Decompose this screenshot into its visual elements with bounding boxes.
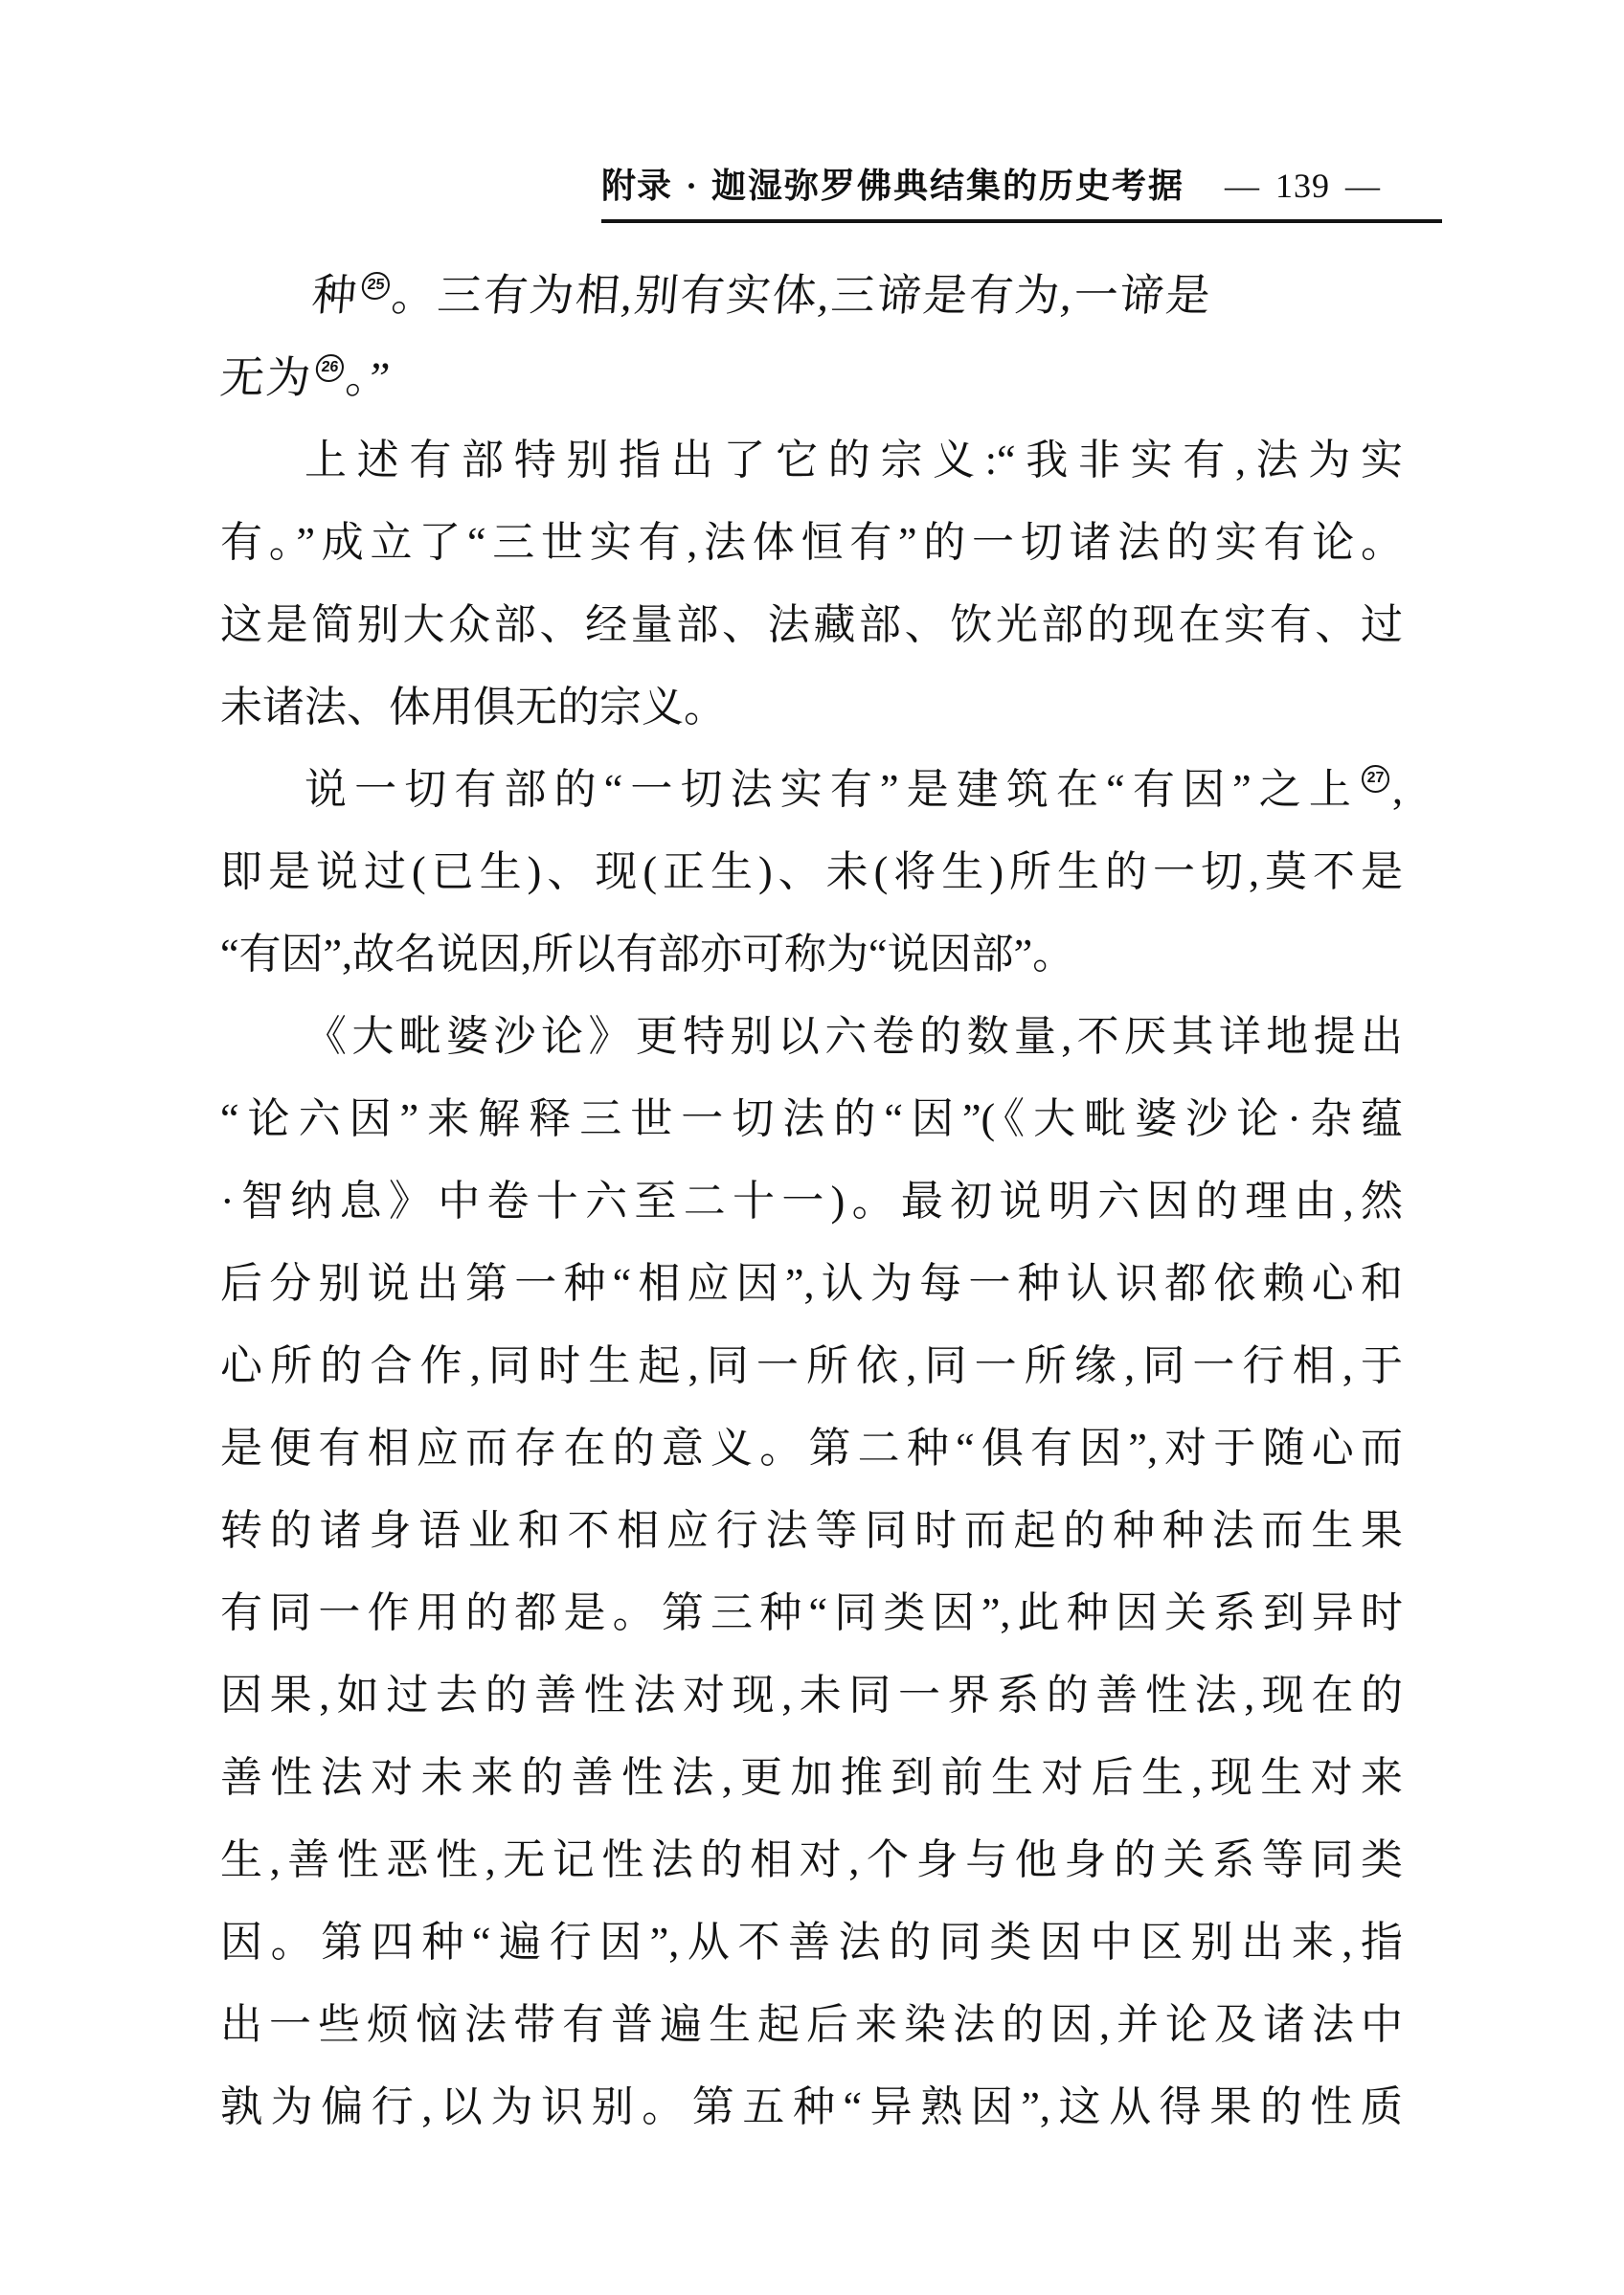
text-line — [220, 1572, 1403, 1654]
text-line — [220, 1901, 1403, 1984]
text-segment: ·智纳息》中卷十六至二十一)。最初说明六因的理由,然 — [220, 1178, 1403, 1225]
text-segment: 《大毗婆沙论》更特别以六卷的数量,不厌其详地提出 — [304, 1013, 1403, 1060]
text-line — [220, 502, 1403, 584]
text-segment: 说一切有部的“一切法实有”是建筑在“有因”之上 — [304, 766, 1359, 813]
text-line — [220, 1737, 1403, 1819]
text-line — [220, 913, 1403, 996]
page-number-group — [1225, 166, 1381, 206]
text-line — [220, 1325, 1403, 1407]
text-line — [220, 666, 1403, 749]
text-line — [220, 419, 1403, 502]
text-line — [220, 831, 1403, 913]
text-segment: 这是简别大众部、经量部、法藏部、饮光部的现在实有、过 — [220, 601, 1403, 648]
header-section-label: 附录 — [601, 167, 673, 205]
text-segment: 。” — [343, 353, 394, 402]
text-segment: 孰为偏行,以为识别。第五种“异熟因”,这从得果的性质 — [220, 2083, 1403, 2130]
text-segment: 有。”成立了“三世实有,法体恒有”的一切诸法的实有论。 — [220, 519, 1403, 566]
text-segment: 心所的合作,同时生起,同一所依,同一所缘,同一行相,于 — [220, 1342, 1403, 1389]
footnote-ref-circled-number: 26 — [315, 354, 346, 382]
text-segment: “论六因”来解释三世一切法的“因”(《大毗婆沙论·杂蕴 — [220, 1095, 1403, 1142]
text-segment: , — [1392, 766, 1403, 813]
text-segment: 即是说过(已生)、现(正生)、未(将生)所生的一切,莫不是 — [220, 848, 1403, 895]
text-line — [220, 1490, 1403, 1572]
header-separator-dot: · — [686, 167, 699, 205]
text-line — [220, 1078, 1403, 1160]
text-line — [220, 1243, 1403, 1325]
quote-line — [216, 337, 1407, 419]
text-line — [220, 1654, 1403, 1737]
text-line — [220, 1160, 1403, 1243]
text-segment: “有因”,故名说因,所以有部亦可称为“说因部”。 — [220, 931, 1075, 978]
running-title: 迦湿弥罗佛典结集的历史考据 — [711, 167, 1185, 205]
page-number: 139 — [1275, 167, 1331, 205]
text-line — [220, 1984, 1403, 2066]
text-segment: 。三有为相,别有实体,三谛是有为,一谛是 — [389, 271, 1214, 320]
page-number-dash-left: — — [1225, 167, 1261, 205]
text-segment: 有同一作用的都是。第三种“同类因”,此种因关系到异时 — [220, 1589, 1403, 1636]
text-line — [220, 1819, 1403, 1901]
text-line — [220, 584, 1403, 666]
text-line — [220, 996, 1403, 1078]
text-segment: 未诸法、体用俱无的宗义。 — [220, 684, 726, 731]
page-header — [601, 159, 1442, 223]
text-segment: 出一些烦恼法带有普遍生起后来染法的因,并论及诸法中 — [220, 2001, 1403, 2048]
text-segment: 因。第四种“遍行因”,从不善法的同类因中区别出来,指 — [220, 1919, 1403, 1966]
text-segment: 种 — [309, 271, 361, 320]
text-segment: 无为 — [217, 353, 315, 402]
text-segment: 生,善性恶性,无记性法的相对,个身与他身的关系等同类 — [220, 1836, 1403, 1883]
text-segment: 后分别说出第一种“相应因”,认为每一种认识都依赖心和 — [220, 1260, 1403, 1307]
footnote-ref-circled-number: 25 — [361, 272, 392, 300]
footnote-ref-circled-number: 27 — [1362, 765, 1389, 793]
body-text-block — [217, 255, 1403, 2149]
page-number-dash-right: — — [1345, 167, 1382, 205]
text-segment: 是便有相应而存在的意义。第二种“俱有因”,对于随心而 — [220, 1425, 1403, 1472]
text-segment: 转的诸身语业和不相应行法等同时而起的种种法而生果 — [220, 1507, 1403, 1554]
text-segment: 因果,如过去的善性法对现,未同一界系的善性法,现在的 — [220, 1672, 1403, 1719]
text-segment: 上述有部特别指出了它的宗义:“我非实有,法为实 — [304, 437, 1403, 484]
text-line — [220, 2066, 1403, 2149]
text-line — [220, 1407, 1403, 1490]
quote-line — [216, 255, 1407, 337]
text-line — [220, 749, 1403, 831]
text-segment: 善性法对未来的善性法,更加推到前生对后生,现生对来 — [220, 1754, 1403, 1801]
